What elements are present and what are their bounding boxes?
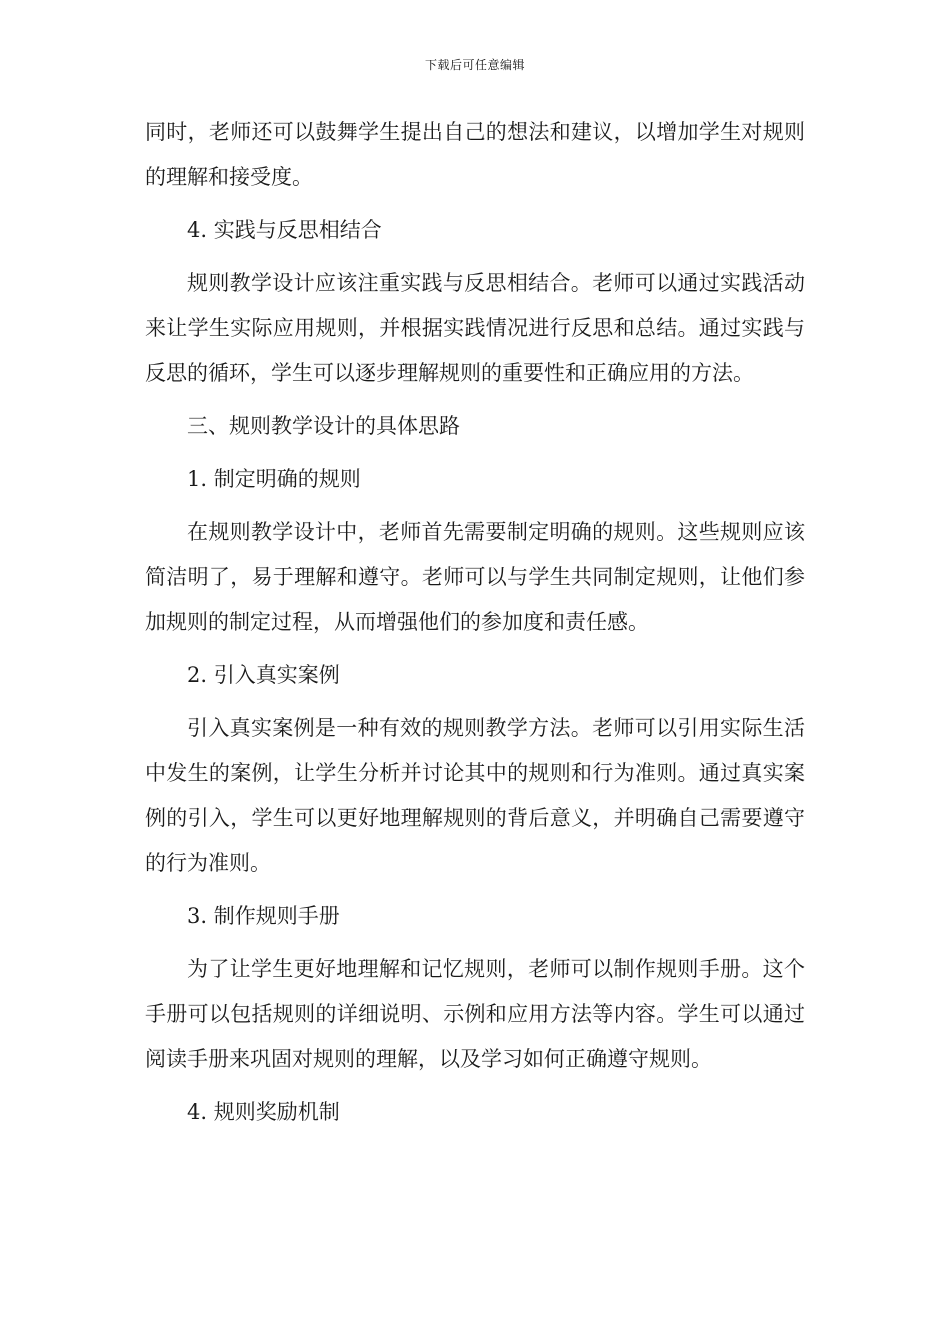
section-heading-reward-mechanism: 4. 规则奖励机制 bbox=[187, 1100, 340, 1124]
section-heading-clear-rules: 1. 制定明确的规则 bbox=[187, 467, 361, 491]
page-header: 下载后可任意编辑 bbox=[424, 58, 525, 72]
paragraph-rule-handbook: 为了让学生更好地理解和记忆规则，老师可以制作规则手册。这个手册可以包括规则的详细说明、示例和应用方法等内容。学生可以通过阅读手册来巩固对规则的理解，以及学习如何正确遵守规则。 bbox=[145, 957, 805, 1071]
section-heading-real-cases: 2. 引入真实案例 bbox=[187, 663, 340, 687]
paragraph-practice-reflection: 规则教学设计应该注重实践与反思相结合。老师可以通过实践活动来让学生实际应用规则，并根据实践情况进行反思和总结。通过实践与反思的循环，学生可以逐步理解规则的重要性和正确应用的方法。 bbox=[145, 271, 805, 385]
paragraph-continuation: 同时，老师还可以鼓舞学生提出自己的想法和建议，以增加学生对规则的理解和接受度。 bbox=[145, 120, 805, 189]
section-heading-rule-handbook: 3. 制作规则手册 bbox=[187, 904, 340, 928]
paragraph-real-cases: 引入真实案例是一种有效的规则教学方法。老师可以引用实际生活中发生的案例，让学生分析并讨论其中的规则和行为准则。通过真实案例的引入，学生可以更好地理解规则的背后意义，并明确自己需要遵守的行为准则。 bbox=[145, 716, 805, 875]
section-heading-practice-reflection: 4. 实践与反思相结合 bbox=[187, 218, 382, 242]
paragraph-clear-rules: 在规则教学设计中，老师首先需要制定明确的规则。这些规则应该简洁明了，易于理解和遵守。老师可以与学生共同制定规则，让他们参加规则的制定过程，从而增强他们的参加度和责任感。 bbox=[145, 520, 805, 634]
document-body bbox=[145, 110, 805, 1143]
chapter-heading-specific-ideas: 三、规则教学设计的具体思路 bbox=[187, 414, 460, 438]
